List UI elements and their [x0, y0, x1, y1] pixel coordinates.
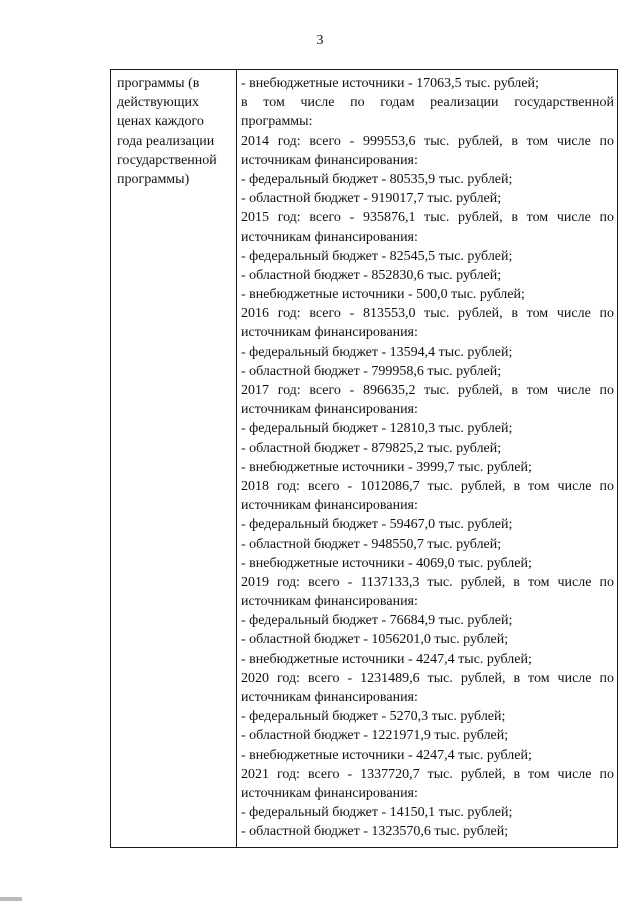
- column-divider: [236, 70, 237, 847]
- content-line: - внебюджетные источники - 3999,7 тыс. рублей;: [241, 459, 532, 475]
- content-line: 2019 год: всего - 1137133,3 тыс. рублей, в том числе по: [241, 574, 614, 590]
- content-line: - внебюджетные источники - 4247,4 тыс. рублей;: [241, 747, 532, 763]
- content-line: источникам финансирования:: [241, 325, 418, 341]
- content-line: - внебюджетные источники - 4069,0 тыс. рублей;: [241, 555, 532, 571]
- content-line: - областной бюджет - 799958,6 тыс. рублей;: [241, 363, 502, 379]
- content-line: - областной бюджет - 879825,2 тыс. рублей;: [241, 440, 502, 456]
- table-content-cell: [241, 74, 614, 842]
- content-line: источникам финансирования:: [241, 498, 418, 514]
- content-line: - внебюджетные источники - 500,0 тыс. рублей;: [241, 287, 525, 303]
- funding-table: [110, 69, 618, 848]
- content-line: источникам финансирования:: [241, 152, 418, 168]
- content-line: - областной бюджет - 1056201,0 тыс. рублей;: [241, 632, 509, 648]
- content-line: - внебюджетные источники - 17063,5 тыс. рублей;: [241, 76, 539, 91]
- content-line: 2021 год: всего - 1337720,7 тыс. рублей, в том числе по: [241, 766, 614, 782]
- content-line: - федеральный бюджет - 82545,5 тыс. рублей;: [241, 248, 513, 264]
- content-line: - федеральный бюджет - 59467,0 тыс. рублей;: [241, 517, 513, 533]
- content-line: 2014 год: всего - 999553,6 тыс. рублей, в том числе по: [241, 133, 614, 149]
- content-line: в том числе по годам реализации государственной: [241, 95, 614, 111]
- content-line: - федеральный бюджет - 5270,3 тыс. рублей;: [241, 709, 506, 725]
- content-line: 2017 год: всего - 896635,2 тыс. рублей, в том числе по: [241, 383, 614, 398]
- content-line: источникам финансирования:: [241, 402, 418, 418]
- content-line: 2015 год: всего - 935876,1 тыс. рублей, в том числе по: [241, 210, 614, 226]
- content-line: - внебюджетные источники - 4247,4 тыс. рублей;: [241, 651, 532, 667]
- page-number: 3: [316, 33, 324, 48]
- content-line: - федеральный бюджет - 12810,3 тыс. рублей;: [241, 421, 513, 437]
- content-line: 2020 год: всего - 1231489,6 тыс. рублей, в том числе по: [241, 670, 614, 686]
- content-line: - федеральный бюджет - 80535,9 тыс. рублей;: [241, 171, 513, 187]
- scan-artifact: [0, 897, 22, 901]
- content-line: - федеральный бюджет - 13594,4 тыс. рублей;: [241, 344, 513, 360]
- content-line: источникам финансирования:: [241, 690, 418, 705]
- content-line: - областной бюджет - 852830,6 тыс. рублей;: [241, 267, 502, 283]
- content-line: источникам финансирования:: [241, 594, 418, 610]
- content-line: программы:: [241, 114, 313, 130]
- content-line: - областной бюджет - 1323570,6 тыс. рублей;: [241, 824, 509, 840]
- table-label-cell: программы (в действующих ценах каждого года реализации государственной программы): [117, 76, 217, 188]
- content-line: - областной бюджет - 1221971,9 тыс. рублей;: [241, 728, 509, 744]
- content-line: - федеральный бюджет - 14150,1 тыс. рублей;: [241, 805, 513, 821]
- content-line: 2016 год: всего - 813553,0 тыс. рублей, в том числе по: [241, 306, 614, 322]
- content-line: - федеральный бюджет - 76684,9 тыс. рублей;: [241, 613, 513, 629]
- content-line: 2018 год: всего - 1012086,7 тыс. рублей, в том числе по: [241, 478, 614, 494]
- content-line: - областной бюджет - 948550,7 тыс. рублей;: [241, 536, 502, 552]
- content-line: - областной бюджет - 919017,7 тыс. рублей;: [241, 191, 502, 207]
- content-line: источникам финансирования:: [241, 229, 418, 245]
- content-line: источникам финансирования:: [241, 785, 418, 801]
